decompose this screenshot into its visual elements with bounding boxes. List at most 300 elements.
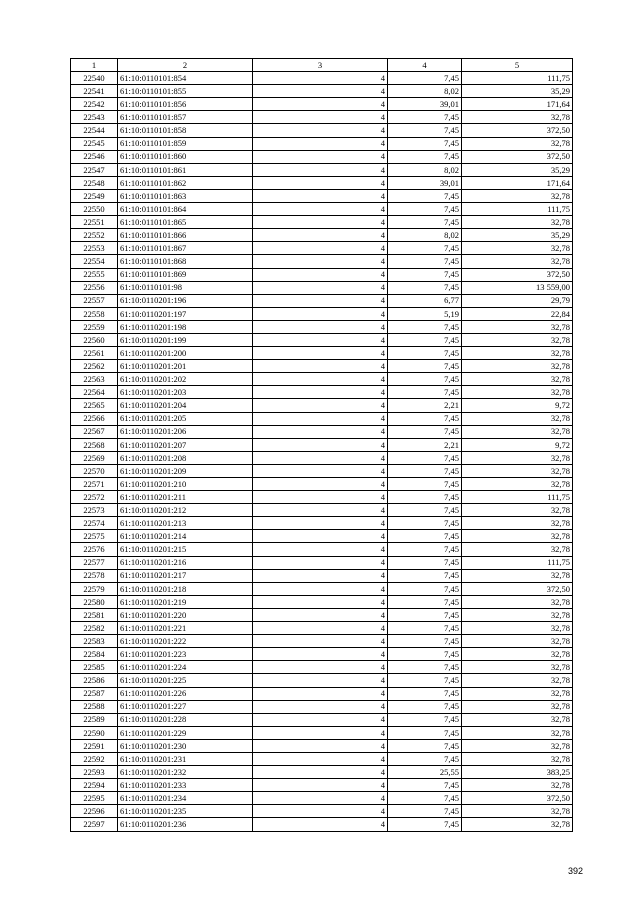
column-5-cell: 32,78 (462, 451, 573, 464)
column-5-cell: 32,78 (462, 386, 573, 399)
column-3-cell: 4 (253, 661, 388, 674)
column-4-cell: 7,45 (388, 543, 462, 556)
column-4-cell: 7,45 (388, 72, 462, 85)
table-row (71, 85, 573, 98)
row-number-cell: 22564 (71, 386, 118, 399)
column-3-cell: 4 (253, 163, 388, 176)
cadastral-number-cell: 61:10:0110201:226 (118, 687, 253, 700)
column-3-cell: 4 (253, 805, 388, 818)
table-row (71, 203, 573, 216)
table-row (71, 399, 573, 412)
column-3-cell: 4 (253, 72, 388, 85)
table-row (71, 766, 573, 779)
cadastral-number-cell: 61:10:0110201:222 (118, 635, 253, 648)
column-5-cell: 9,72 (462, 399, 573, 412)
column-5-cell: 32,78 (462, 189, 573, 202)
row-number-cell: 22587 (71, 687, 118, 700)
column-4-cell: 8,02 (388, 85, 462, 98)
column-4-cell: 7,45 (388, 320, 462, 333)
cadastral-number-cell: 61:10:0110201:213 (118, 517, 253, 530)
column-header: 2 (118, 59, 253, 72)
row-number-cell: 22568 (71, 438, 118, 451)
row-number-cell: 22596 (71, 805, 118, 818)
table-row (71, 661, 573, 674)
cadastral-number-cell: 61:10:0110201:233 (118, 779, 253, 792)
table-body (71, 72, 573, 831)
cadastral-number-cell: 61:10:0110201:220 (118, 608, 253, 621)
column-4-cell: 2,21 (388, 438, 462, 451)
row-number-cell: 22594 (71, 779, 118, 792)
column-5-cell: 372,50 (462, 582, 573, 595)
row-number-cell: 22579 (71, 582, 118, 595)
column-header: 3 (253, 59, 388, 72)
cadastral-number-cell: 61:10:0110101:98 (118, 281, 253, 294)
table-row (71, 294, 573, 307)
column-3-cell: 4 (253, 530, 388, 543)
cadastral-number-cell: 61:10:0110201:212 (118, 504, 253, 517)
table-row (71, 373, 573, 386)
row-number-cell: 22558 (71, 307, 118, 320)
cadastral-number-cell: 61:10:0110101:863 (118, 189, 253, 202)
cadastral-number-cell: 61:10:0110201:230 (118, 739, 253, 752)
row-number-cell: 22583 (71, 635, 118, 648)
column-4-cell: 8,02 (388, 163, 462, 176)
column-5-cell: 32,78 (462, 779, 573, 792)
cadastral-number-cell: 61:10:0110201:207 (118, 438, 253, 451)
column-3-cell: 4 (253, 674, 388, 687)
column-header: 4 (388, 59, 462, 72)
column-3-cell: 4 (253, 595, 388, 608)
column-5-cell: 32,78 (462, 595, 573, 608)
column-3-cell: 4 (253, 491, 388, 504)
column-5-cell: 171,64 (462, 176, 573, 189)
table-row (71, 150, 573, 163)
table-row (71, 307, 573, 320)
row-number-cell: 22555 (71, 268, 118, 281)
column-5-cell: 32,78 (462, 504, 573, 517)
column-3-cell: 4 (253, 111, 388, 124)
cadastral-number-cell: 61:10:0110201:223 (118, 648, 253, 661)
table-row (71, 360, 573, 373)
column-4-cell: 7,45 (388, 255, 462, 268)
table-row (71, 464, 573, 477)
table-row (71, 818, 573, 831)
column-5-cell: 32,78 (462, 648, 573, 661)
column-5-cell: 111,75 (462, 203, 573, 216)
cadastral-number-cell: 61:10:0110201:215 (118, 543, 253, 556)
column-4-cell: 7,45 (388, 805, 462, 818)
column-4-cell: 7,45 (388, 674, 462, 687)
column-4-cell: 7,45 (388, 635, 462, 648)
column-3-cell: 4 (253, 294, 388, 307)
page-number: 392 (567, 866, 583, 876)
table-row (71, 451, 573, 464)
row-number-cell: 22593 (71, 766, 118, 779)
cadastral-number-cell: 61:10:0110101:869 (118, 268, 253, 281)
column-4-cell: 7,45 (388, 425, 462, 438)
column-3-cell: 4 (253, 412, 388, 425)
column-3-cell: 4 (253, 451, 388, 464)
cadastral-table (70, 58, 573, 832)
column-4-cell: 7,45 (388, 216, 462, 229)
column-4-cell: 7,45 (388, 517, 462, 530)
table-row (71, 124, 573, 137)
table-row (71, 386, 573, 399)
column-4-cell: 7,45 (388, 451, 462, 464)
column-5-cell: 372,50 (462, 792, 573, 805)
column-5-cell: 32,78 (462, 425, 573, 438)
column-5-cell: 111,75 (462, 556, 573, 569)
column-3-cell: 4 (253, 307, 388, 320)
column-4-cell: 6,77 (388, 294, 462, 307)
cadastral-number-cell: 61:10:0110201:216 (118, 556, 253, 569)
column-5-cell: 32,78 (462, 635, 573, 648)
row-number-cell: 22595 (71, 792, 118, 805)
row-number-cell: 22591 (71, 739, 118, 752)
table-row (71, 255, 573, 268)
row-number-cell: 22566 (71, 412, 118, 425)
row-number-cell: 22573 (71, 504, 118, 517)
row-number-cell: 22584 (71, 648, 118, 661)
row-number-cell: 22545 (71, 137, 118, 150)
cadastral-number-cell: 61:10:0110201:204 (118, 399, 253, 412)
table-row (71, 530, 573, 543)
column-5-cell: 32,78 (462, 255, 573, 268)
column-3-cell: 4 (253, 268, 388, 281)
table-row (71, 504, 573, 517)
table-row (71, 635, 573, 648)
cadastral-number-cell: 61:10:0110201:235 (118, 805, 253, 818)
cadastral-number-cell: 61:10:0110201:203 (118, 386, 253, 399)
table-row (71, 687, 573, 700)
column-3-cell: 4 (253, 137, 388, 150)
column-3-cell: 4 (253, 464, 388, 477)
cadastral-number-cell: 61:10:0110201:218 (118, 582, 253, 595)
table-row (71, 726, 573, 739)
column-4-cell: 7,45 (388, 150, 462, 163)
row-number-cell: 22582 (71, 622, 118, 635)
row-number-cell: 22574 (71, 517, 118, 530)
table-row (71, 163, 573, 176)
column-3-cell: 4 (253, 766, 388, 779)
row-number-cell: 22575 (71, 530, 118, 543)
column-5-cell: 383,25 (462, 766, 573, 779)
table-row (71, 779, 573, 792)
column-3-cell: 4 (253, 726, 388, 739)
cadastral-number-cell: 61:10:0110201:206 (118, 425, 253, 438)
column-5-cell: 111,75 (462, 72, 573, 85)
column-3-cell: 4 (253, 792, 388, 805)
cadastral-number-cell: 61:10:0110201:214 (118, 530, 253, 543)
cadastral-number-cell: 61:10:0110201:201 (118, 360, 253, 373)
row-number-cell: 22542 (71, 98, 118, 111)
table-row (71, 517, 573, 530)
cadastral-number-cell: 61:10:0110201:205 (118, 412, 253, 425)
table-row (71, 216, 573, 229)
column-5-cell: 32,78 (462, 530, 573, 543)
table-row (71, 595, 573, 608)
row-number-cell: 22565 (71, 399, 118, 412)
row-number-cell: 22567 (71, 425, 118, 438)
table-row (71, 268, 573, 281)
cadastral-number-cell: 61:10:0110201:234 (118, 792, 253, 805)
row-number-cell: 22592 (71, 752, 118, 765)
row-number-cell: 22597 (71, 818, 118, 831)
column-header: 1 (71, 59, 118, 72)
table-row (71, 412, 573, 425)
row-number-cell: 22580 (71, 595, 118, 608)
row-number-cell: 22557 (71, 294, 118, 307)
table-row (71, 739, 573, 752)
column-4-cell: 7,45 (388, 478, 462, 491)
column-3-cell: 4 (253, 779, 388, 792)
cadastral-number-cell: 61:10:0110201:199 (118, 333, 253, 346)
column-3-cell: 4 (253, 687, 388, 700)
column-4-cell: 7,45 (388, 360, 462, 373)
row-number-cell: 22588 (71, 700, 118, 713)
row-number-cell: 22559 (71, 320, 118, 333)
row-number-cell: 22590 (71, 726, 118, 739)
column-3-cell: 4 (253, 543, 388, 556)
column-5-cell: 32,78 (462, 805, 573, 818)
column-4-cell: 7,45 (388, 713, 462, 726)
column-3-cell: 4 (253, 189, 388, 202)
row-number-cell: 22569 (71, 451, 118, 464)
cadastral-number-cell: 61:10:0110201:224 (118, 661, 253, 674)
column-3-cell: 4 (253, 98, 388, 111)
cadastral-number-cell: 61:10:0110101:857 (118, 111, 253, 124)
table-row (71, 674, 573, 687)
column-3-cell: 4 (253, 438, 388, 451)
row-number-cell: 22553 (71, 242, 118, 255)
table-row (71, 752, 573, 765)
row-number-cell: 22550 (71, 203, 118, 216)
column-3-cell: 4 (253, 85, 388, 98)
table-row (71, 347, 573, 360)
table-row (71, 281, 573, 294)
row-number-cell: 22562 (71, 360, 118, 373)
column-5-cell: 32,78 (462, 242, 573, 255)
column-5-cell: 35,29 (462, 163, 573, 176)
column-4-cell: 8,02 (388, 229, 462, 242)
row-number-cell: 22548 (71, 176, 118, 189)
column-3-cell: 4 (253, 124, 388, 137)
column-5-cell: 32,78 (462, 360, 573, 373)
column-4-cell: 7,45 (388, 281, 462, 294)
column-5-cell: 32,78 (462, 517, 573, 530)
column-3-cell: 4 (253, 255, 388, 268)
table-row (71, 438, 573, 451)
column-3-cell: 4 (253, 739, 388, 752)
column-5-cell: 32,78 (462, 818, 573, 831)
column-4-cell: 7,45 (388, 491, 462, 504)
column-3-cell: 4 (253, 713, 388, 726)
row-number-cell: 22551 (71, 216, 118, 229)
column-4-cell: 7,45 (388, 752, 462, 765)
table-row (71, 425, 573, 438)
row-number-cell: 22560 (71, 333, 118, 346)
column-4-cell: 7,45 (388, 595, 462, 608)
cadastral-number-cell: 61:10:0110101:860 (118, 150, 253, 163)
column-3-cell: 4 (253, 150, 388, 163)
cadastral-number-cell: 61:10:0110101:858 (118, 124, 253, 137)
table-row (71, 72, 573, 85)
column-4-cell: 39,01 (388, 98, 462, 111)
cadastral-number-cell: 61:10:0110101:866 (118, 229, 253, 242)
column-3-cell: 4 (253, 216, 388, 229)
column-4-cell: 7,45 (388, 687, 462, 700)
column-5-cell: 13 559,00 (462, 281, 573, 294)
table-row (71, 491, 573, 504)
column-5-cell: 32,78 (462, 478, 573, 491)
column-3-cell: 4 (253, 818, 388, 831)
table-row (71, 320, 573, 333)
column-4-cell: 7,45 (388, 818, 462, 831)
cadastral-number-cell: 61:10:0110201:198 (118, 320, 253, 333)
column-3-cell: 4 (253, 347, 388, 360)
column-4-cell: 7,45 (388, 412, 462, 425)
cadastral-number-cell: 61:10:0110201:231 (118, 752, 253, 765)
column-4-cell: 7,45 (388, 137, 462, 150)
cadastral-number-cell: 61:10:0110101:859 (118, 137, 253, 150)
table-row (71, 478, 573, 491)
table-row (71, 700, 573, 713)
column-3-cell: 4 (253, 229, 388, 242)
column-4-cell: 7,45 (388, 582, 462, 595)
column-3-cell: 4 (253, 360, 388, 373)
row-number-cell: 22589 (71, 713, 118, 726)
column-5-cell: 32,78 (462, 687, 573, 700)
column-3-cell: 4 (253, 569, 388, 582)
table-row (71, 713, 573, 726)
column-5-cell: 32,78 (462, 713, 573, 726)
row-number-cell: 22577 (71, 556, 118, 569)
table-row (71, 805, 573, 818)
row-number-cell: 22581 (71, 608, 118, 621)
column-4-cell: 7,45 (388, 373, 462, 386)
cadastral-number-cell: 61:10:0110201:228 (118, 713, 253, 726)
column-5-cell: 29,79 (462, 294, 573, 307)
column-5-cell: 32,78 (462, 622, 573, 635)
row-number-cell: 22576 (71, 543, 118, 556)
column-4-cell: 7,45 (388, 333, 462, 346)
table-row (71, 556, 573, 569)
column-4-cell: 7,45 (388, 648, 462, 661)
column-4-cell: 7,45 (388, 347, 462, 360)
cadastral-number-cell: 61:10:0110201:210 (118, 478, 253, 491)
column-5-cell: 32,78 (462, 739, 573, 752)
column-4-cell: 25,55 (388, 766, 462, 779)
column-3-cell: 4 (253, 700, 388, 713)
column-4-cell: 7,45 (388, 268, 462, 281)
column-4-cell: 39,01 (388, 176, 462, 189)
column-3-cell: 4 (253, 478, 388, 491)
column-4-cell: 2,21 (388, 399, 462, 412)
column-3-cell: 4 (253, 517, 388, 530)
row-number-cell: 22561 (71, 347, 118, 360)
column-3-cell: 4 (253, 203, 388, 216)
table-header-row (71, 59, 573, 72)
column-5-cell: 32,78 (462, 661, 573, 674)
column-5-cell: 32,78 (462, 569, 573, 582)
row-number-cell: 22563 (71, 373, 118, 386)
column-3-cell: 4 (253, 504, 388, 517)
column-3-cell: 4 (253, 635, 388, 648)
column-4-cell: 7,45 (388, 726, 462, 739)
cadastral-number-cell: 61:10:0110201:219 (118, 595, 253, 608)
cadastral-number-cell: 61:10:0110101:865 (118, 216, 253, 229)
column-5-cell: 32,78 (462, 347, 573, 360)
table-row (71, 176, 573, 189)
column-5-cell: 35,29 (462, 229, 573, 242)
table-row (71, 582, 573, 595)
cadastral-number-cell: 61:10:0110201:197 (118, 307, 253, 320)
cadastral-number-cell: 61:10:0110201:209 (118, 464, 253, 477)
cadastral-number-cell: 61:10:0110101:856 (118, 98, 253, 111)
column-4-cell: 7,45 (388, 111, 462, 124)
cadastral-number-cell: 61:10:0110201:225 (118, 674, 253, 687)
column-3-cell: 4 (253, 320, 388, 333)
cadastral-number-cell: 61:10:0110201:229 (118, 726, 253, 739)
table-row (71, 137, 573, 150)
column-5-cell: 32,78 (462, 137, 573, 150)
column-header: 5 (462, 59, 573, 72)
column-5-cell: 32,78 (462, 412, 573, 425)
column-5-cell: 32,78 (462, 700, 573, 713)
row-number-cell: 22544 (71, 124, 118, 137)
column-4-cell: 7,45 (388, 386, 462, 399)
column-3-cell: 4 (253, 582, 388, 595)
row-number-cell: 22556 (71, 281, 118, 294)
cadastral-number-cell: 61:10:0110101:868 (118, 255, 253, 268)
column-3-cell: 4 (253, 333, 388, 346)
column-4-cell: 7,45 (388, 779, 462, 792)
column-5-cell: 32,78 (462, 608, 573, 621)
column-4-cell: 7,45 (388, 661, 462, 674)
row-number-cell: 22552 (71, 229, 118, 242)
table-row (71, 622, 573, 635)
cadastral-number-cell: 61:10:0110101:867 (118, 242, 253, 255)
column-4-cell: 7,45 (388, 622, 462, 635)
column-5-cell: 372,50 (462, 124, 573, 137)
cadastral-number-cell: 61:10:0110101:862 (118, 176, 253, 189)
row-number-cell: 22549 (71, 189, 118, 202)
table-row (71, 98, 573, 111)
cadastral-number-cell: 61:10:0110201:208 (118, 451, 253, 464)
row-number-cell: 22572 (71, 491, 118, 504)
column-4-cell: 7,45 (388, 124, 462, 137)
column-5-cell: 372,50 (462, 268, 573, 281)
column-4-cell: 7,45 (388, 464, 462, 477)
table-row (71, 333, 573, 346)
column-3-cell: 4 (253, 281, 388, 294)
cadastral-number-cell: 61:10:0110101:855 (118, 85, 253, 98)
cadastral-number-cell: 61:10:0110201:200 (118, 347, 253, 360)
table-row (71, 608, 573, 621)
row-number-cell: 22586 (71, 674, 118, 687)
column-3-cell: 4 (253, 386, 388, 399)
column-5-cell: 32,78 (462, 216, 573, 229)
cadastral-number-cell: 61:10:0110201:217 (118, 569, 253, 582)
column-5-cell: 171,64 (462, 98, 573, 111)
column-4-cell: 5,19 (388, 307, 462, 320)
table-row (71, 111, 573, 124)
column-3-cell: 4 (253, 399, 388, 412)
row-number-cell: 22540 (71, 72, 118, 85)
cadastral-number-cell: 61:10:0110201:202 (118, 373, 253, 386)
column-4-cell: 7,45 (388, 739, 462, 752)
table-row (71, 648, 573, 661)
